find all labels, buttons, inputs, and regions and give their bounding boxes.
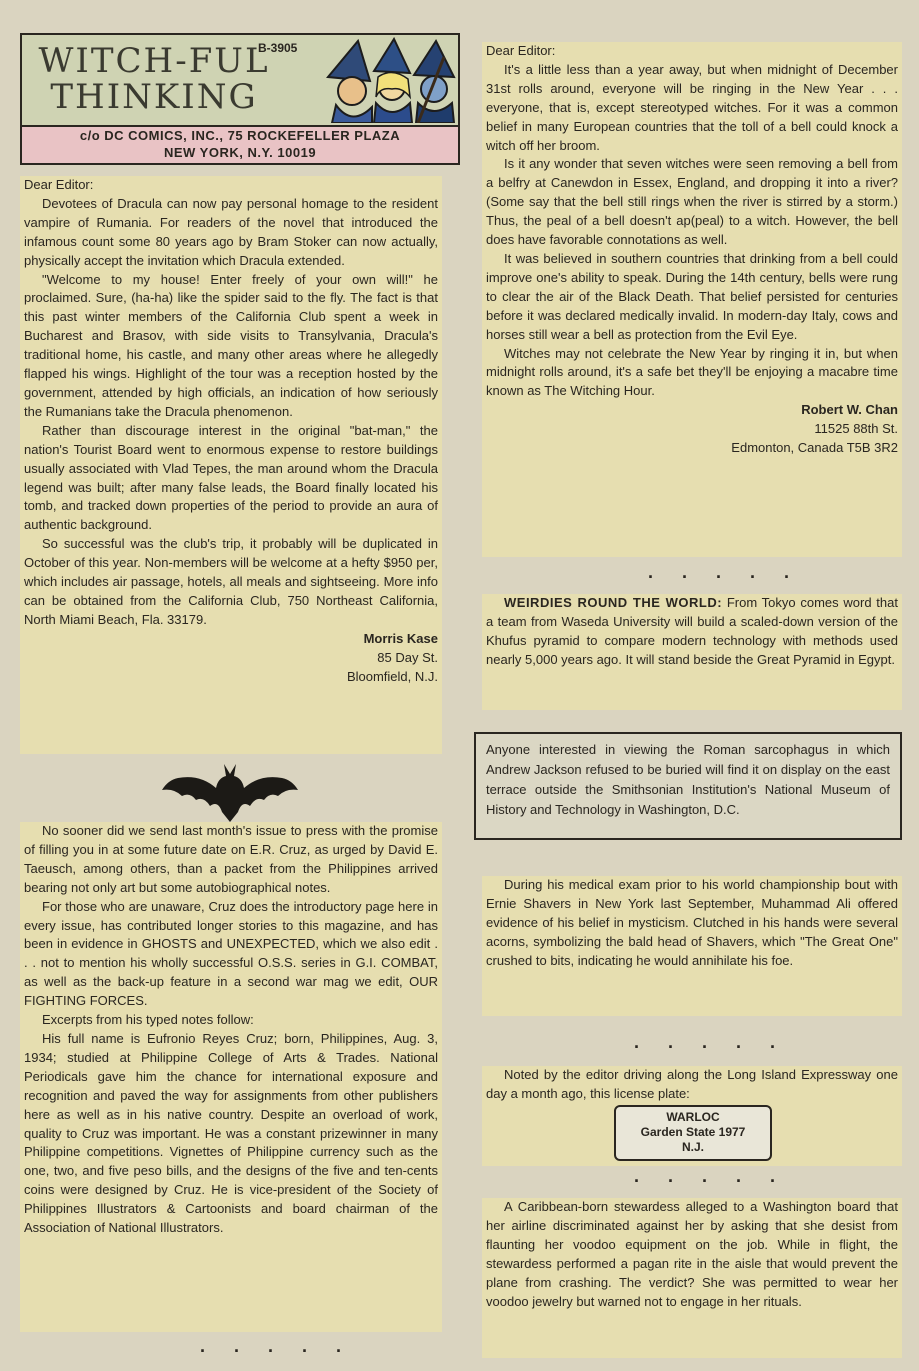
header-title-line2: THINKING bbox=[50, 77, 258, 117]
ali-paragraph: During his medical exam prior to his world championship bout with Ernie Shavers in New York last September, Muhammad Ali offered evidence of his belief in mysticism. Clutched in his hands were several acorns, symbolizing the bald head of Shavers, which "The Great One" crushed to bits, indicating he would annihilate his foe. bbox=[486, 877, 898, 968]
header-title-panel bbox=[22, 35, 458, 127]
letter-salutation: Dear Editor: bbox=[24, 177, 94, 192]
letter-paragraph: So successful was the club's trip, it probably will be duplicated in October of this year. Non-members will be welcome at a hefty $950 per, which includes air passage, hotels, all meals and sightseeing. More info can be obtained from the California Club, 750 Northeast California, North Miami Beach, Fla. 33179. bbox=[24, 536, 438, 627]
plate-line2: Garden State 1977 bbox=[640, 1125, 746, 1139]
separator-dots: . . . . . bbox=[634, 1166, 788, 1186]
weirdies-text: From Tokyo comes word that a team from Waseda University will build a scaled-down version of the Khufus pyramid to compare modern technology with methods used nearly 5,000 years ago. It will stand beside the Great Pyramid in Egypt. bbox=[486, 595, 898, 667]
header-address-line2: NEW YORK, N.Y. 10019 bbox=[163, 145, 317, 160]
signature-city: Edmonton, Canada T5B 3R2 bbox=[731, 440, 898, 456]
letter-paragraph: "Welcome to my house! Enter freely of your own will!" he proclaimed. Sure, (ha-ha) like the spider said to the fly. The fact is that this past winter members of the California Club spent a week in Bucharest and Brasov, with side visits to Transylvania, Dracula's traditional home, his castle, and many other areas where he allegedly flapped his wings. Highlight of the tour was a reception hosted by the government, attended by high officials, an indication of how seriously the Rumanians take the Dracula phenomenon. bbox=[24, 271, 438, 419]
separator-dots: . . . . . bbox=[648, 562, 802, 582]
plate-line3: N.J. bbox=[681, 1140, 704, 1154]
column-header bbox=[20, 33, 460, 165]
stewardess-paragraph: A Caribbean-born stewardess alleged to a Washington board that her airline discriminated against her by asking that she desist from flaunting her voodoo equipment on the job. While in flight, the stewardess performed a pagan rite in the aisle that would prevent the plane from crashing. The verdict? She was permitted to wear her voodoo jewelry but warned not to engage in her rituals. bbox=[486, 1199, 898, 1309]
weirdies-label: WEIRDIES ROUND THE WORLD: bbox=[504, 595, 723, 610]
letter-signature bbox=[24, 630, 438, 687]
boxed-note-text: Anyone interested in viewing the Roman sarcophagus in which Andrew Jackson refused to be buried will find it on display on the east terrace outside the Smithsonian Institution's National Museum of History and Technology in Washington, D.C. bbox=[486, 742, 890, 817]
editor-paragraph: Excerpts from his typed notes follow: bbox=[42, 1012, 254, 1028]
header-code: B-3905 bbox=[258, 41, 298, 55]
signature-street: 85 Day St. bbox=[377, 649, 438, 665]
plate-line1: WARLOC bbox=[666, 1110, 720, 1124]
weirdies-paragraph bbox=[486, 594, 898, 670]
header-address-line1: c/o DC COMICS, INC., 75 ROCKEFELLER PLAZA bbox=[79, 128, 401, 143]
separator-dots: . . . . . bbox=[200, 1336, 354, 1356]
letter-paragraph: Is it any wonder that seven witches were seen removing a bell from a belfry at Canewdon in Essex, England, and dropping it into a river? (Some say that the bell still rings when the river is stirred by a storm.) Thus, the peal of a bell doesn't ap(peal) to a witch. However, the bell does have favorable connotations as well. bbox=[486, 156, 898, 248]
editor-paragraph: His full name is Eufronio Reyes Cruz; born, Philippines, Aug. 3, 1934; studied at Philippine College of Arts & Trades. National Periodicals gave him the chance for international exposure and recognition and paved the way for assignments from other publishers here as well as in his native country. Despite an overload of work, quality to Cruz was important. He was a constant prizewinner in many Philippine competitions. Vignettes of Philippine currency such as the one, two, and five peso bills, and the designs of the five and ten-cents coins were designed by Cruz. He is vice-president of the Society of Philippines Illustrators & Cartoonists and board chairman of the Association of National Illustrators. bbox=[24, 1030, 438, 1236]
signature-street: 11525 88th St. bbox=[814, 421, 898, 437]
ali-note bbox=[482, 876, 902, 1016]
header-title bbox=[34, 43, 274, 115]
letter-paragraph: Witches may not celebrate the New Year by ringing it in, but when midnight rolls around, it's a safe bet they'll be enjoying a macabre time known as The Witching Hour. bbox=[486, 345, 898, 399]
bat-icon bbox=[160, 760, 300, 824]
boxed-note-sarcophagus bbox=[474, 732, 902, 840]
letter-paragraph: It was believed in southern countries that drinking from a bell could improve one's ability to speak. During the 14th century, bells were rung to clear the air of the Black Death. That belief persisted for centuries before it was declared medically invalid. In modern-day Italy, cows and horses still wear a bell as protection from the Evil Eye. bbox=[486, 250, 898, 342]
signature-name: Morris Kase bbox=[363, 630, 438, 646]
letter-dracula bbox=[20, 176, 442, 754]
header-address bbox=[22, 127, 458, 163]
plate-note-text: Noted by the editor driving along the Long Island Expressway one day a month ago, this license plate: bbox=[486, 1067, 898, 1101]
letter-signature bbox=[486, 401, 898, 458]
separator-dots: . . . . . bbox=[634, 1032, 788, 1052]
letter-paragraph: Devotees of Dracula can now pay personal homage to the resident vampire of Rumania. For readers of the novel that introduced the infamous count some 80 years ago by Bram Stoker can now actually, physically accept the invitation which Dracula extended. bbox=[24, 195, 438, 268]
stewardess-note bbox=[482, 1198, 902, 1358]
header-title-line1: WITCH-FUL bbox=[38, 41, 270, 81]
weirdies-note bbox=[482, 594, 902, 710]
witches-illustration bbox=[318, 37, 458, 123]
letter-salutation: Dear Editor: bbox=[486, 43, 556, 58]
editor-paragraph: No sooner did we send last month's issue to press with the promise of filling you in at some future date on E.R. Cruz, as urged by David E. Taeusch, among others, than a packet from the Philippines arrived bearing not only art but some autobiographical notes. bbox=[24, 823, 438, 895]
letter-paragraph: Rather than discourage interest in the original "bat-man," the nation's Tourist Board went to enormous expense to restore buildings usually associated with Vlad Tepes, the man around whom the Dracula legend was built; after many false leads, the Board finally located his tomb, and tracked down properties of the period to provide an aura of authentic background. bbox=[24, 422, 438, 533]
signature-name: Robert W. Chan bbox=[801, 402, 898, 418]
license-plate bbox=[614, 1105, 772, 1161]
editor-note-cruz bbox=[20, 822, 442, 1332]
letter-paragraph: It's a little less than a year away, but when midnight of December 31st rolls around, everyone will be ringing in the New Year . . . everyone, that is, except stereotyped witches. For it was a common belief in many European countries that the toll of a bell could knock a witch off her broom. bbox=[486, 61, 898, 153]
editor-paragraph: For those who are unaware, Cruz does the introductory page here in every issue, has contributed longer stories to this magazine, and has been in evidence in GHOSTS and UNEXPECTED, which we also edit . . . not to mention his wholly successful O.S.S. series in G.I. COMBAT, as well as the back-up feature in a second war mag we edit, OUR FIGHTING FORCES. bbox=[24, 898, 438, 1009]
letter-witch-bells bbox=[482, 42, 902, 557]
signature-city: Bloomfield, N.J. bbox=[346, 668, 438, 684]
